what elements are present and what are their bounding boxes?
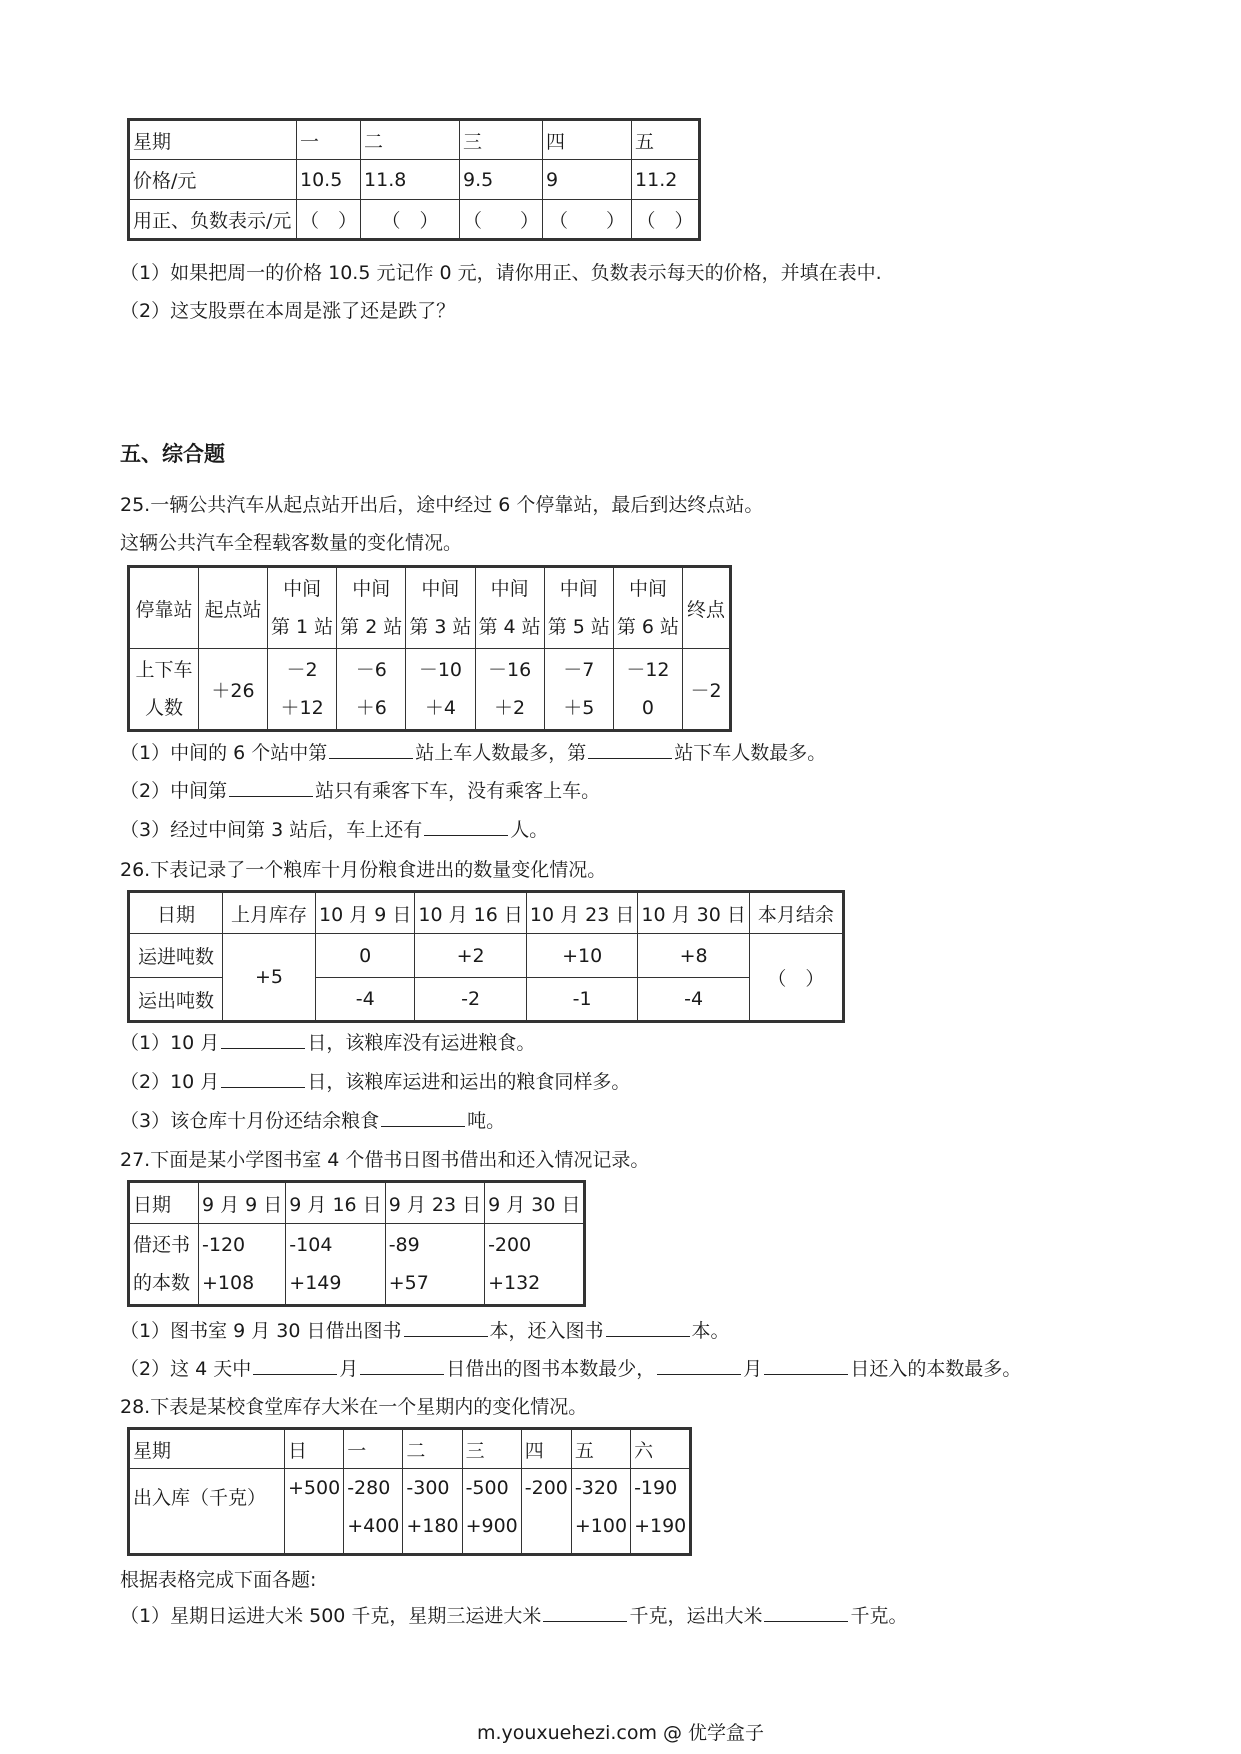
q25-stem-1: 25.一辆公共汽车从起点站开出后，途中经过 6 个停靠站，最后到达终点站。 <box>120 494 764 516</box>
cell-line: +180 <box>406 1515 459 1537</box>
cell-line: +400 <box>347 1515 400 1537</box>
cell-line: ＋5 <box>563 697 595 719</box>
section-title: 五、综合题 <box>120 442 225 466</box>
q25-stem-2: 这辆公共汽车全程载客数量的变化情况。 <box>120 532 463 554</box>
table-cell: 日期 <box>129 1182 199 1224</box>
table-cell: 停靠站 <box>129 567 199 649</box>
cell-line: ＋4 <box>424 697 456 719</box>
q28-instruction: 根据表格完成下面各题: <box>120 1569 317 1591</box>
table-cell: -2 <box>415 978 526 1022</box>
cell-line: 中间 <box>283 578 322 600</box>
table-cell <box>485 1224 585 1306</box>
cell-line: －16 <box>488 659 532 681</box>
answer-blank[interactable] <box>764 1356 848 1375</box>
cell-line: 的本数 <box>133 1272 191 1294</box>
cell-line: 人数 <box>144 697 183 719</box>
table-cell: -1 <box>526 978 637 1022</box>
table-cell <box>129 649 199 731</box>
answer-blank[interactable] <box>253 1356 337 1375</box>
table-cell: +2 <box>415 934 526 978</box>
cell-line: 借还书 <box>133 1234 191 1256</box>
cell-line: -200 <box>524 1477 568 1499</box>
table-cell <box>521 1469 571 1555</box>
cell-line: 上下车 <box>135 659 193 681</box>
table-cell <box>462 1469 521 1555</box>
cell-line: -500 <box>465 1477 509 1499</box>
table-cell <box>337 567 406 649</box>
table-cell: 9 <box>543 160 632 200</box>
q27-part1 <box>120 1318 730 1344</box>
cell-line: 第 2 站 <box>340 616 403 638</box>
table-cell: 9.5 <box>460 160 543 200</box>
table-cell <box>403 1469 462 1555</box>
table-cell <box>613 567 682 649</box>
answer-blank[interactable] <box>360 1356 444 1375</box>
cell-line: ＋6 <box>355 697 387 719</box>
q25-part1 <box>120 740 826 766</box>
table-cell: 一 <box>297 120 361 160</box>
cell-line: +900 <box>465 1515 518 1537</box>
q24-part2: （2）这支股票在本周是涨了还是跌了？ <box>120 300 456 322</box>
answer-blank[interactable] <box>221 1030 305 1049</box>
text: （3）经过中间第 3 站后，车上还有 <box>120 819 423 841</box>
text: 站上车人数最多，第 <box>415 742 587 764</box>
answer-blank[interactable] <box>404 1318 488 1337</box>
table-cell <box>613 649 682 731</box>
answer-blank[interactable] <box>588 740 672 759</box>
cell-line: 中间 <box>559 578 598 600</box>
table-cell: +10 <box>526 934 637 978</box>
table-cell <box>544 649 613 731</box>
text: 吨。 <box>467 1110 506 1132</box>
text: 站下车人数最多。 <box>674 742 827 764</box>
answer-cell[interactable]: （ ） <box>632 200 700 240</box>
table-cell: 星期 <box>129 1429 285 1469</box>
cell-line: 第 1 站 <box>271 616 334 638</box>
q27-stem: 27.下面是某小学图书室 4 个借书日图书借出和还入情况记录。 <box>120 1149 650 1171</box>
table-cell <box>406 567 475 649</box>
bus-table <box>127 565 732 732</box>
cell-line: ＋2 <box>494 697 526 719</box>
cell-line: 第 5 站 <box>547 616 610 638</box>
table-cell: 起点站 <box>199 567 268 649</box>
table-cell <box>406 649 475 731</box>
cell-line: －2 <box>286 659 318 681</box>
table-cell: 9 月 9 日 <box>199 1182 286 1224</box>
text: （2）这 4 天中 <box>120 1358 252 1380</box>
q25-part3 <box>120 817 548 843</box>
text: 千克。 <box>850 1605 908 1627</box>
table-cell: 三 <box>462 1429 521 1469</box>
cell-line: －7 <box>563 659 595 681</box>
answer-blank[interactable] <box>424 817 508 836</box>
table-cell <box>286 1224 385 1306</box>
text: 站只有乘客下车，没有乘客上车。 <box>315 780 601 802</box>
answer-cell[interactable]: （ ） <box>297 200 361 240</box>
cell-line: 中间 <box>628 578 667 600</box>
table-cell <box>129 1224 199 1306</box>
table-cell: 三 <box>460 120 543 160</box>
answer-blank[interactable] <box>381 1108 465 1127</box>
table-cell: 星期 <box>129 120 297 160</box>
q27-part2 <box>120 1356 1021 1382</box>
answer-blank[interactable] <box>543 1603 627 1622</box>
table-cell <box>631 1469 691 1555</box>
cell-line: +190 <box>634 1515 687 1537</box>
table-cell <box>337 649 406 731</box>
table-cell <box>475 567 544 649</box>
grain-table <box>127 890 845 1023</box>
answer-cell[interactable]: （ ） <box>361 200 460 240</box>
cell-line: +149 <box>289 1272 342 1294</box>
table-cell: 10 月 23 日 <box>526 892 637 934</box>
q24-part1: （1）如果把周一的价格 10.5 元记作 0 元，请你用正、负数表示每天的价格，并填在表中. <box>120 262 882 284</box>
cell-line: +132 <box>488 1272 541 1294</box>
answer-blank[interactable] <box>229 778 313 797</box>
table-cell: 用正、负数表示/元 <box>129 200 297 240</box>
cell-line: -120 <box>202 1234 246 1256</box>
answer-blank[interactable] <box>657 1356 741 1375</box>
text: 本，还入图书 <box>489 1320 604 1342</box>
cell-line: 中间 <box>490 578 529 600</box>
table-cell: 出入库（千克） <box>129 1469 285 1555</box>
rice-table <box>127 1427 692 1556</box>
table-cell <box>285 1469 344 1555</box>
table-cell: 四 <box>521 1429 571 1469</box>
answer-blank[interactable] <box>764 1603 848 1622</box>
table-cell: 日 <box>285 1429 344 1469</box>
answer-cell[interactable]: （ ） <box>749 934 843 1022</box>
table-cell: 二 <box>361 120 460 160</box>
cell-line: －6 <box>355 659 387 681</box>
table-cell <box>268 567 337 649</box>
q26-part1 <box>120 1030 535 1056</box>
text: 月 <box>339 1358 359 1380</box>
cell-line: －10 <box>418 659 463 681</box>
text: （1）中间的 6 个站中第 <box>120 742 328 764</box>
text: 日借出的图书本数最少， <box>446 1358 656 1380</box>
text: 本。 <box>691 1320 730 1342</box>
table-cell: 11.2 <box>632 160 700 200</box>
text: 千克，运出大米 <box>629 1605 763 1627</box>
cell-line: 第 4 站 <box>478 616 541 638</box>
cell-line: 中间 <box>352 578 391 600</box>
text: 月 <box>743 1358 763 1380</box>
text: 日，该粮库没有运进粮食。 <box>307 1032 536 1054</box>
cell-line: +108 <box>202 1272 255 1294</box>
answer-blank[interactable] <box>606 1318 690 1337</box>
table-cell: +8 <box>638 934 749 978</box>
table-cell: 五 <box>571 1429 630 1469</box>
cell-line: +100 <box>574 1515 628 1537</box>
text: （2）中间第 <box>120 780 228 802</box>
table-cell: －2 <box>683 649 731 731</box>
answer-blank[interactable] <box>221 1069 305 1088</box>
text: （1）星期日运进大米 500 千克，星期三运进大米 <box>120 1605 542 1627</box>
cell-line: +500 <box>288 1477 341 1499</box>
q26-part2 <box>120 1069 630 1095</box>
table-cell: 终点 <box>683 567 731 649</box>
text: （2）10 月 <box>120 1071 220 1093</box>
cell-line: -200 <box>488 1234 532 1256</box>
answer-blank[interactable] <box>329 740 413 759</box>
table-cell: 10 月 30 日 <box>638 892 749 934</box>
cell-line: －12 <box>626 659 670 681</box>
footer-watermark[interactable]: m.youxuehezi.com @ 优学盒子 <box>476 1722 765 1744</box>
table-cell <box>385 1224 484 1306</box>
q25-part2 <box>120 778 600 804</box>
q28-stem: 28.下表是某校食堂库存大米在一个星期内的变化情况。 <box>120 1396 588 1418</box>
cell-line: -104 <box>289 1234 333 1256</box>
stock-price-table <box>127 118 701 241</box>
cell-line: 第 6 站 <box>616 616 680 638</box>
cell-line: 中间 <box>421 578 460 600</box>
table-cell: 日期 <box>129 892 223 934</box>
table-cell: -4 <box>316 978 415 1022</box>
cell-line: 第 3 站 <box>409 616 472 638</box>
table-cell: 10.5 <box>297 160 361 200</box>
table-cell: 10 月 9 日 <box>316 892 415 934</box>
cell-line: 0 <box>641 697 654 719</box>
q28-part1 <box>120 1603 907 1629</box>
table-cell: 四 <box>543 120 632 160</box>
table-cell: 运出吨数 <box>129 978 223 1022</box>
table-cell: 价格/元 <box>129 160 297 200</box>
answer-cell[interactable]: （ ） <box>543 200 632 240</box>
cell-line: -300 <box>406 1477 450 1499</box>
table-cell: 上月库存 <box>223 892 316 934</box>
q26-part3 <box>120 1108 505 1134</box>
cell-line: -190 <box>634 1477 678 1499</box>
library-table <box>127 1180 586 1307</box>
table-cell <box>571 1469 630 1555</box>
table-cell <box>475 649 544 731</box>
q26-stem: 26.下表记录了一个粮库十月份粮食进出的数量变化情况。 <box>120 859 607 881</box>
table-cell: 9 月 23 日 <box>385 1182 484 1224</box>
text: 日，该粮库运进和运出的粮食同样多。 <box>307 1071 631 1093</box>
table-cell: 10 月 16 日 <box>415 892 526 934</box>
text: 日还入的本数最多。 <box>850 1358 1022 1380</box>
table-cell: 五 <box>632 120 700 160</box>
text: （1）图书室 9 月 30 日借出图书 <box>120 1320 402 1342</box>
table-cell: 11.8 <box>361 160 460 200</box>
cell-line: -320 <box>574 1477 618 1499</box>
table-cell: 9 月 30 日 <box>485 1182 585 1224</box>
table-cell: +5 <box>223 934 316 1022</box>
table-cell: 0 <box>316 934 415 978</box>
table-cell: 9 月 16 日 <box>286 1182 385 1224</box>
answer-cell[interactable]: （ ） <box>460 200 543 240</box>
table-cell <box>544 567 613 649</box>
text: （3）该仓库十月份还结余粮食 <box>120 1110 380 1132</box>
table-cell: -4 <box>638 978 749 1022</box>
cell-line: -89 <box>388 1234 420 1256</box>
table-cell <box>344 1469 403 1555</box>
text: 人。 <box>510 819 549 841</box>
cell-line: +57 <box>388 1272 429 1294</box>
text: （1）10 月 <box>120 1032 220 1054</box>
table-cell: 一 <box>344 1429 403 1469</box>
table-cell: 运进吨数 <box>129 934 223 978</box>
cell-line: -280 <box>347 1477 391 1499</box>
cell-line: ＋12 <box>280 697 324 719</box>
table-cell: 本月结余 <box>749 892 843 934</box>
table-cell <box>199 1224 286 1306</box>
table-cell <box>268 649 337 731</box>
table-cell: 六 <box>631 1429 691 1469</box>
table-cell: ＋26 <box>199 649 268 731</box>
table-cell: 二 <box>403 1429 462 1469</box>
